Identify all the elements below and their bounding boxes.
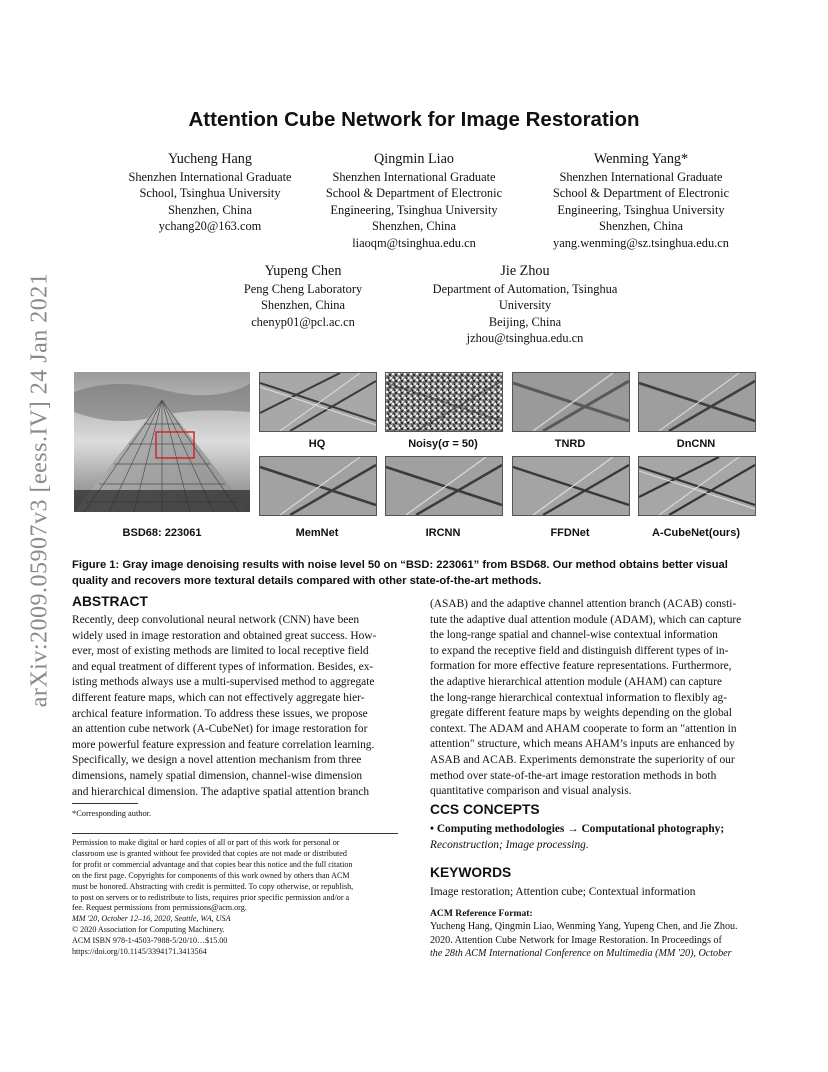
figure-label: A-CubeNet(ours) — [652, 527, 740, 539]
thumb-dncnn — [638, 372, 756, 432]
author-block — [203, 262, 403, 330]
author-affil-line: Shenzhen International Graduate — [332, 170, 496, 184]
reference-block — [430, 920, 760, 961]
keywords-text: Image restoration; Attention cube; Contextual information — [430, 886, 696, 898]
paper-title: Attention Cube Network for Image Restoration — [188, 108, 640, 131]
author-affil-line: Shenzhen International Graduate — [559, 170, 723, 184]
author-affil-line: Shenzhen, China — [372, 219, 456, 234]
author-affil-line: Department of Automation, Tsinghua — [432, 282, 618, 296]
text-line: Specifically, we design a novel attention mechanism from three — [72, 754, 362, 767]
author-email: ychang20@163.com — [158, 219, 262, 234]
permission-line: classroom use is granted without fee provided that copies are not made or distributed — [72, 848, 347, 858]
arxiv-stamp-text: arXiv:2009.05907v3 [eess.IV] 24 Jan 2021 — [26, 272, 53, 708]
keywords-heading: KEYWORDS — [430, 865, 512, 880]
author-block — [532, 150, 750, 251]
author-email: jzhou@tsinghua.edu.cn — [466, 331, 584, 346]
figure-label: DnCNN — [676, 438, 716, 450]
copyright-line: © 2020 Association for Computing Machinery. — [72, 925, 225, 935]
text-line: the long-range spatial and channel-wise contextual information — [430, 629, 718, 642]
author-name: Wenming Yang* — [593, 151, 689, 167]
author-block — [303, 150, 525, 251]
abstract-right-column — [430, 597, 756, 800]
text-line: archical feature information. To address these issues, we propose — [72, 707, 368, 720]
author-affil-line: School, Tsinghua University — [139, 186, 281, 201]
author-affil-line: University — [498, 298, 552, 313]
text-line: and hierarchical dimension. The adaptive spatial attention branch — [72, 785, 370, 798]
figure-label-main: BSD68: 223061 — [122, 527, 202, 539]
text-line: widely used in image restoration and obtained great success. How- — [72, 629, 377, 642]
ccs-line: Reconstruction; Image processing. — [430, 838, 589, 851]
arxiv-stamp — [20, 272, 60, 708]
main-figure-image — [74, 372, 250, 512]
isbn-line: ACM ISBN 978-1-4503-7988-5/20/10…$15.00 — [72, 936, 228, 946]
text-line: the adaptive hierarchical attention module (AHAM) can capture — [430, 675, 722, 688]
permission-line: Permission to make digital or hard copies of all or part of this work for personal or — [72, 838, 340, 847]
text-line: the long-range hierarchical contextual information to flexibly ag- — [430, 691, 727, 704]
text-line: dimensions, namely spatial dimension, channel-wise dimension — [72, 769, 363, 782]
author-block — [408, 262, 642, 347]
figure-label: MemNet — [295, 527, 339, 539]
text-line: attention" structure, which means AHAM’s inputs are enhanced by — [430, 738, 735, 751]
permission-line: on the first page. Copyrights for components of this work owned by others than ACM — [72, 870, 350, 880]
figure-label: FFDNet — [550, 527, 590, 539]
thumb-noisy — [385, 372, 503, 432]
text-line: gregate different feature maps by weights depending on the global — [430, 707, 732, 720]
author-affil-line: Peng Cheng Laboratory — [243, 282, 363, 296]
reference-line: Yucheng Hang, Qingmin Liao, Wenming Yang, Yupeng Chen, and Jie Zhou. — [430, 921, 738, 932]
author-affil-line: Shenzhen International Graduate — [128, 170, 292, 184]
conference-line: MM '20, October 12–16, 2020, Seattle, WA, USA — [72, 914, 231, 924]
ccs-heading: CCS CONCEPTS — [430, 802, 540, 817]
text-line: isting methods always use a multi-supervised method to aggregate — [72, 676, 375, 689]
author-affil-line: Shenzhen, China — [599, 219, 683, 234]
figure-label: HQ — [308, 438, 326, 450]
abstract-heading: ABSTRACT — [72, 594, 148, 609]
figure-label: IRCNN — [425, 527, 461, 539]
text-line: context. The ADAM and AHAM cooperate to form an "attention in — [430, 722, 737, 735]
author-name: Yupeng Chen — [264, 263, 342, 279]
thumb-acubenet — [638, 456, 756, 516]
text-line: ever, most of existing methods are limited to local receptive field — [72, 645, 369, 658]
permission-line: for profit or commercial advantage and that copies bear this notice and the full citation — [72, 859, 353, 869]
figure-caption: Figure 1: Gray image denoising results with noise level 50 on “BSD: 223061” from BSD68. Our method obtains better visual quality and recovers more textural details compared with other state-of-the-art methods. — [72, 559, 728, 587]
text-line: (ASAB) and the adaptive channel attention branch (ACAB) consti- — [430, 598, 737, 610]
text-line: ASAB and ACAB. Experiments demonstrate the superiority of our — [430, 753, 735, 766]
ccs-line: • Computing methodologies → Computational photography; — [430, 823, 725, 835]
footnote: *Corresponding author. — [72, 809, 152, 818]
reference-line: 2020. Attention Cube Network for Image Restoration. In Proceedings of — [430, 934, 722, 946]
footnote-rule — [72, 803, 138, 804]
doi-line: https://doi.org/10.1145/3394171.3413564 — [72, 947, 207, 957]
permission-rule — [72, 833, 398, 834]
permission-line: must be honored. Abstracting with credit is permitted. To copy otherwise, or republish, — [72, 881, 354, 891]
author-email: chenyp01@pcl.ac.cn — [251, 314, 355, 329]
thumb-memnet — [259, 456, 377, 516]
text-line: quantitative comparison and visual analysis. — [430, 785, 632, 798]
thumb-hq — [259, 372, 377, 432]
author-email: liaoqm@tsinghua.edu.cn — [352, 235, 476, 250]
text-line: and equal treatment of different types of information. Besides, ex- — [72, 660, 374, 673]
figure-label: TNRD — [554, 438, 586, 450]
text-line: method over state-of-the-art image restoration methods in both — [430, 769, 717, 782]
author-affil-line: School & Department of Electronic — [325, 186, 503, 201]
author-affil-line: Engineering, Tsinghua University — [557, 202, 725, 217]
thumb-ffdnet — [512, 456, 630, 516]
reference-heading: ACM Reference Format: — [430, 908, 533, 919]
author-name: Qingmin Liao — [374, 151, 454, 167]
permission-block — [72, 838, 402, 958]
author-name: Yucheng Hang — [168, 151, 252, 167]
thumb-tnrd — [512, 372, 630, 432]
text-line: Recently, deep convolutional neural network (CNN) have been — [72, 614, 360, 626]
author-affil-line: Engineering, Tsinghua University — [330, 202, 498, 217]
author-email: yang.wenming@sz.tsinghua.edu.cn — [553, 235, 729, 250]
text-line: to expand the receptive field and distinguish different types of in- — [430, 644, 729, 657]
text-line: tute the adaptive dual attention module (ADAM), which can capture — [430, 613, 742, 626]
permission-line: to post on servers or to redistribute to lists, requires prior specific permission and/or a — [72, 892, 350, 902]
permission-line: fee. Request permissions from permissions@acm.org. — [72, 903, 247, 913]
text-line: an attention cube network (A-CubeNet) for image restoration for — [72, 723, 368, 736]
text-line: formation for more effective feature representations. Furthermore, — [430, 660, 732, 673]
author-name: Jie Zhou — [500, 263, 550, 279]
figure-label: Noisy(σ = 50) — [408, 438, 478, 450]
reference-line: the 28th ACM International Conference on Multimedia (MM '20), October — [430, 948, 732, 960]
author-block — [90, 150, 330, 235]
thumb-ircnn — [385, 456, 503, 516]
author-affil-line: Shenzhen, China — [168, 202, 252, 217]
author-affil-line: School & Department of Electronic — [552, 186, 730, 201]
author-affil-line: Shenzhen, China — [261, 298, 345, 313]
text-line: different feature maps, which can not effectively aggregate hier- — [72, 691, 365, 704]
author-affil-line: Beijing, China — [488, 314, 562, 329]
ccs-block — [430, 822, 760, 853]
abstract-left-column — [72, 613, 398, 800]
text-line: more powerful feature expression and feature correlation learning. — [72, 738, 375, 751]
